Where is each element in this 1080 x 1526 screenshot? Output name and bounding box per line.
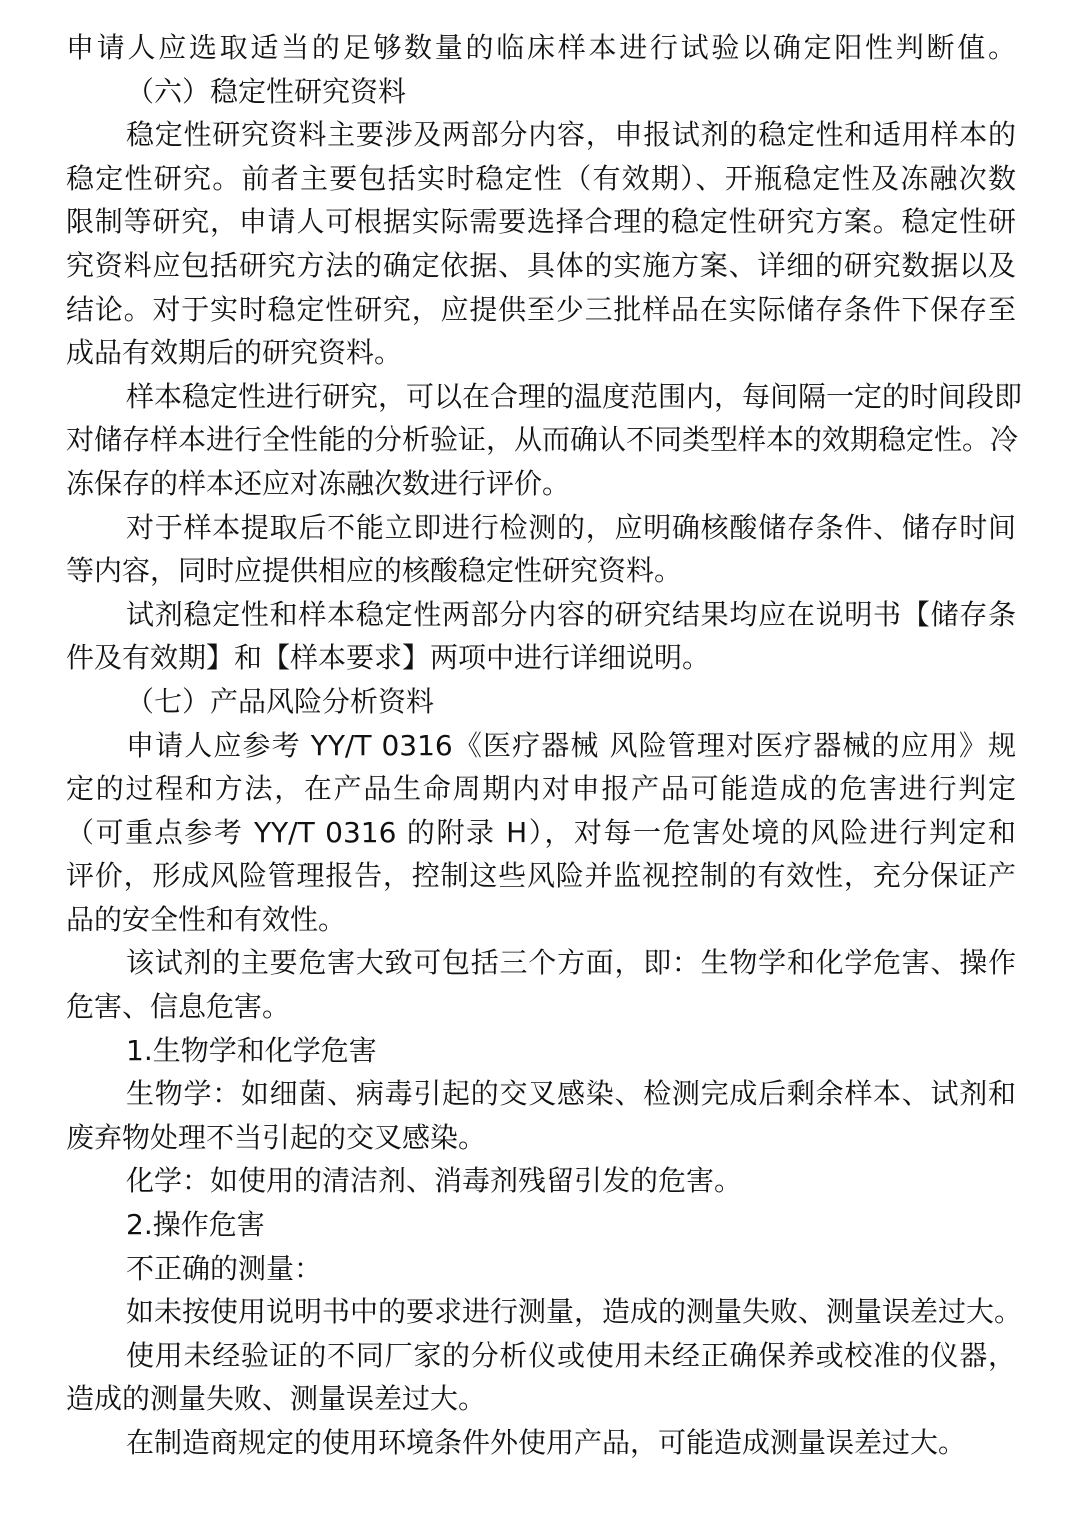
text-line: 危害、信息危害。 [66, 990, 291, 1024]
text-line: 评价，形成风险管理报告，控制这些风险并监视控制的有效性，充分保证产 [66, 859, 1016, 893]
text-line: 使用未经验证的不同厂家的分析仪或使用未经正确保养或校准的仪器， [126, 1338, 1016, 1372]
text-line: 不正确的测量： [126, 1251, 323, 1285]
text-line: 样本稳定性进行研究，可以在合理的温度范围内，每间隔一定的时间段即 [126, 379, 1023, 413]
document-page [66, 26, 1023, 1465]
text-line: 稳定性研究资料主要涉及两部分内容，申报试剂的稳定性和适用样本的 [126, 118, 1016, 152]
text-line: 限制等研究，申请人可根据实际需要选择合理的稳定性研究方案。稳定性研 [66, 205, 1016, 239]
text-line: 成品有效期后的研究资料。 [66, 336, 403, 370]
text-line: 冻保存的样本还应对冻融次数进行评价。 [66, 466, 571, 500]
text-line: 结论。对于实时稳定性研究，应提供至少三批样品在实际储存条件下保存至 [66, 292, 1016, 326]
text-line: 件及有效期】和【样本要求】两项中进行详细说明。 [66, 641, 711, 675]
text-line: 该试剂的主要危害大致可包括三个方面，即：生物学和化学危害、操作 [126, 946, 1016, 980]
text-line: 等内容，同时应提供相应的核酸稳定性研究资料。 [66, 554, 683, 588]
text-line: 对于样本提取后不能立即进行检测的，应明确核酸储存条件、储存时间 [126, 510, 1016, 544]
subsection-heading-1: 1.生物学和化学危害 [126, 1033, 377, 1067]
text-line: 在制造商规定的使用环境条件外使用产品，可能造成测量误差过大。 [126, 1426, 967, 1459]
text-line: 生物学：如细菌、病毒引起的交叉感染、检测完成后剩余样本、试剂和 [126, 1077, 1016, 1111]
text-line: 究资料应包括研究方法的确定依据、具体的实施方案、详细的研究数据以及 [66, 248, 1016, 282]
section-heading-6: （六）稳定性研究资料 [126, 74, 407, 108]
subsection-heading-2: 2.操作危害 [126, 1208, 265, 1242]
text-line: 申请人应参考 YY/T 0316《医疗器械 风险管理对医疗器械的应用》规 [126, 728, 1016, 762]
section-heading-7: （七）产品风险分析资料 [126, 684, 435, 718]
text-line: 对储存样本进行全性能的分析验证，从而确认不同类型样本的效期稳定性。冷 [66, 423, 1019, 457]
text-line: 化学：如使用的清洁剂、消毒剂残留引发的危害。 [126, 1164, 743, 1198]
text-line: 废弃物处理不当引起的交叉感染。 [66, 1120, 487, 1154]
text-line: 定的过程和方法，在产品生命周期内对申报产品可能造成的危害进行判定 [66, 772, 1016, 806]
text-line: 稳定性研究。前者主要包括实时稳定性（有效期）、开瓶稳定性及冻融次数 [66, 161, 1016, 195]
text-line: 申请人应选取适当的足够数量的临床样本进行试验以确定阳性判断值。 [66, 31, 1016, 64]
text-line: 试剂稳定性和样本稳定性两部分内容的研究结果均应在说明书【储存条 [126, 597, 1016, 631]
text-line: 品的安全性和有效性。 [66, 902, 347, 936]
text-line: 如未按使用说明书中的要求进行测量，造成的测量失败、测量误差过大。 [126, 1295, 1023, 1329]
text-line: 造成的测量失败、测量误差过大。 [66, 1382, 487, 1416]
text-line: （可重点参考 YY/T 0316 的附录 H），对每一危害处境的风险进行判定和 [66, 815, 1016, 849]
